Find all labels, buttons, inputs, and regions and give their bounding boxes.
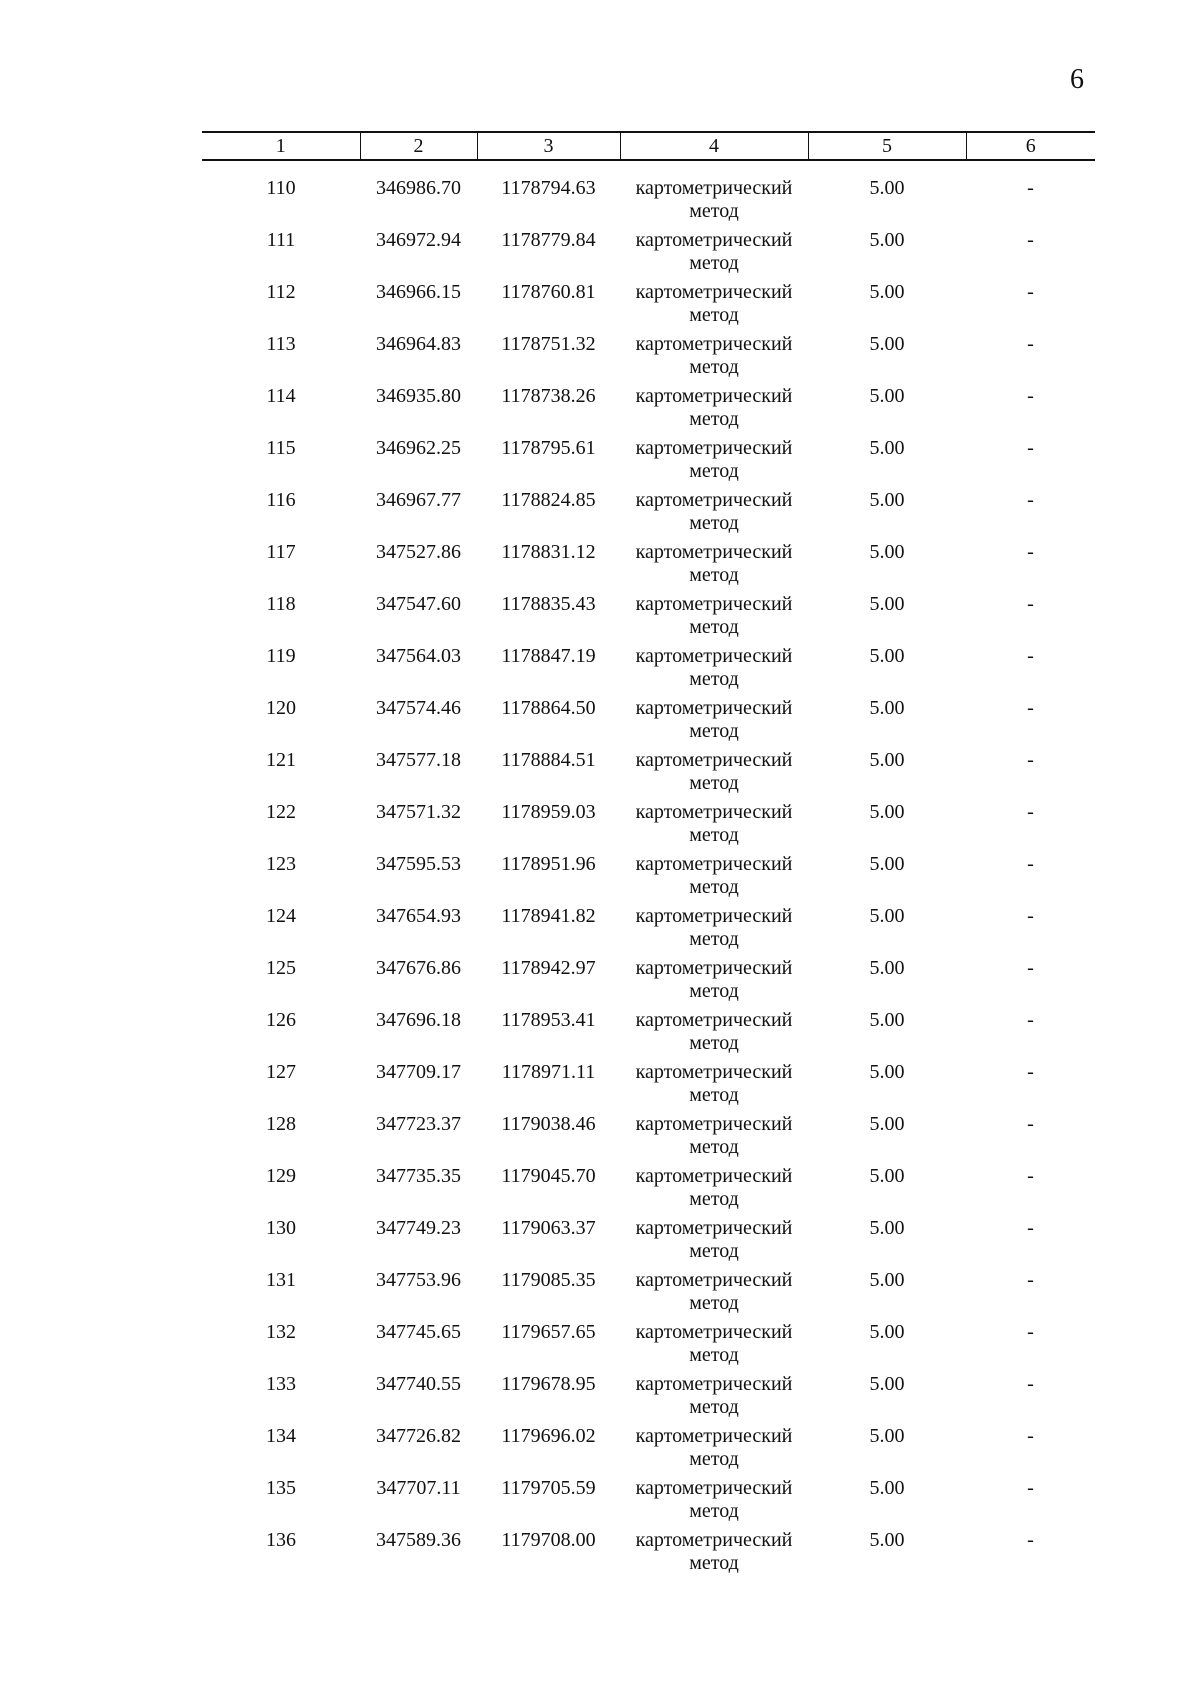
method-line-1: картометрический xyxy=(635,697,793,719)
accuracy-cell: 5.00 xyxy=(869,905,905,927)
coord-x-cell: 347577.18 xyxy=(376,749,461,771)
method-line-2: метод xyxy=(689,1032,739,1054)
coord-y-cell: 1178831.12 xyxy=(501,541,596,563)
point-number-cell: 135 xyxy=(266,1477,296,1499)
table-row xyxy=(202,229,1095,281)
table-row xyxy=(202,1321,1095,1373)
table-row xyxy=(202,1217,1095,1269)
accuracy-cell: 5.00 xyxy=(869,1529,905,1551)
note-cell: - xyxy=(1027,1009,1034,1031)
method-cell xyxy=(620,1321,808,1373)
note-cell: - xyxy=(1027,281,1034,303)
header-col-5: 5 xyxy=(808,132,966,160)
method-line-1: картометрический xyxy=(635,1217,793,1239)
accuracy-cell: 5.00 xyxy=(869,1477,905,1499)
method-line-1: картометрический xyxy=(635,1165,793,1187)
method-line-1: картометрический xyxy=(635,957,793,979)
method-line-2: метод xyxy=(689,252,739,274)
method-line-1: картометрический xyxy=(635,645,793,667)
table-header-row xyxy=(202,132,1095,160)
coord-y-cell: 1179657.65 xyxy=(501,1321,596,1343)
note-cell: - xyxy=(1027,593,1034,615)
method-cell xyxy=(620,437,808,489)
point-number-cell: 114 xyxy=(266,385,296,407)
method-cell xyxy=(620,801,808,853)
table-row xyxy=(202,1165,1095,1217)
table-row xyxy=(202,1061,1095,1113)
coord-x-cell: 347709.17 xyxy=(376,1061,461,1083)
method-line-2: метод xyxy=(689,1136,739,1158)
method-line-2: метод xyxy=(689,772,739,794)
point-number-cell: 116 xyxy=(266,489,296,511)
point-number-cell: 120 xyxy=(266,697,296,719)
table-row xyxy=(202,541,1095,593)
method-line-1: картометрический xyxy=(635,1061,793,1083)
method-line-2: метод xyxy=(689,408,739,430)
coord-y-cell: 1178794.63 xyxy=(501,177,596,199)
coord-y-cell: 1178941.82 xyxy=(501,905,596,927)
coord-x-cell: 347749.23 xyxy=(376,1217,461,1239)
method-line-1: картометрический xyxy=(635,489,793,511)
method-line-1: картометрический xyxy=(635,1373,793,1395)
coord-y-cell: 1179696.02 xyxy=(501,1425,596,1447)
coord-y-cell: 1178751.32 xyxy=(501,333,596,355)
point-number-cell: 128 xyxy=(266,1113,296,1135)
point-number-cell: 110 xyxy=(266,177,296,199)
coord-x-cell: 346962.25 xyxy=(376,437,461,459)
point-number-cell: 133 xyxy=(266,1373,296,1395)
note-cell: - xyxy=(1027,541,1034,563)
table-row xyxy=(202,385,1095,437)
point-number-cell: 132 xyxy=(266,1321,296,1343)
coord-x-cell: 347696.18 xyxy=(376,1009,461,1031)
table-row xyxy=(202,1113,1095,1165)
point-number-cell: 115 xyxy=(266,437,296,459)
accuracy-cell: 5.00 xyxy=(869,1321,905,1343)
table-row xyxy=(202,1425,1095,1477)
coord-x-cell: 346935.80 xyxy=(376,385,461,407)
point-number-cell: 134 xyxy=(266,1425,296,1447)
coord-x-cell: 346986.70 xyxy=(376,177,461,199)
accuracy-cell: 5.00 xyxy=(869,1061,905,1083)
table-row xyxy=(202,957,1095,1009)
point-number-cell: 111 xyxy=(266,229,296,251)
method-line-2: метод xyxy=(689,1500,739,1522)
coord-y-cell: 1179045.70 xyxy=(501,1165,596,1187)
accuracy-cell: 5.00 xyxy=(869,645,905,667)
method-cell xyxy=(620,160,808,229)
table-row xyxy=(202,853,1095,905)
method-line-2: метод xyxy=(689,876,739,898)
note-cell: - xyxy=(1027,1477,1034,1499)
method-line-2: метод xyxy=(689,1240,739,1262)
accuracy-cell: 5.00 xyxy=(869,593,905,615)
coord-y-cell: 1178835.43 xyxy=(501,593,596,615)
note-cell: - xyxy=(1027,1217,1034,1239)
method-line-2: метод xyxy=(689,1084,739,1106)
coord-x-cell: 347726.82 xyxy=(376,1425,461,1447)
point-number-cell: 125 xyxy=(266,957,296,979)
coord-x-cell: 347595.53 xyxy=(376,853,461,875)
note-cell: - xyxy=(1027,905,1034,927)
note-cell: - xyxy=(1027,853,1034,875)
method-line-2: метод xyxy=(689,616,739,638)
method-cell xyxy=(620,1165,808,1217)
point-number-cell: 118 xyxy=(266,593,296,615)
note-cell: - xyxy=(1027,1269,1034,1291)
method-cell xyxy=(620,1113,808,1165)
method-line-1: картометрический xyxy=(635,229,793,251)
coord-y-cell: 1179063.37 xyxy=(501,1217,596,1239)
method-line-2: метод xyxy=(689,1552,739,1574)
note-cell: - xyxy=(1027,801,1034,823)
method-cell xyxy=(620,281,808,333)
method-cell xyxy=(620,229,808,281)
method-line-2: метод xyxy=(689,564,739,586)
method-line-2: метод xyxy=(689,824,739,846)
point-number-cell: 129 xyxy=(266,1165,296,1187)
table-row xyxy=(202,489,1095,541)
accuracy-cell: 5.00 xyxy=(869,229,905,251)
point-number-cell: 123 xyxy=(266,853,296,875)
method-line-2: метод xyxy=(689,512,739,534)
note-cell: - xyxy=(1027,1425,1034,1447)
method-line-1: картометрический xyxy=(635,1113,793,1135)
coord-x-cell: 347723.37 xyxy=(376,1113,461,1135)
method-cell xyxy=(620,1529,808,1581)
method-line-2: метод xyxy=(689,1448,739,1470)
method-cell xyxy=(620,749,808,801)
point-number-cell: 127 xyxy=(266,1061,296,1083)
point-number-cell: 112 xyxy=(266,281,296,303)
method-line-2: метод xyxy=(689,1292,739,1314)
table-row xyxy=(202,1529,1095,1581)
coord-x-cell: 347571.32 xyxy=(376,801,461,823)
method-line-1: картометрический xyxy=(635,905,793,927)
method-line-2: метод xyxy=(689,720,739,742)
method-cell xyxy=(620,1477,808,1529)
coord-y-cell: 1178951.96 xyxy=(501,853,596,875)
accuracy-cell: 5.00 xyxy=(869,1113,905,1135)
note-cell: - xyxy=(1027,1061,1034,1083)
point-number-cell: 136 xyxy=(266,1529,296,1551)
method-line-2: метод xyxy=(689,304,739,326)
method-line-2: метод xyxy=(689,200,739,222)
note-cell: - xyxy=(1027,229,1034,251)
table-body xyxy=(202,160,1095,1581)
coord-x-cell: 347564.03 xyxy=(376,645,461,667)
accuracy-cell: 5.00 xyxy=(869,1009,905,1031)
method-line-1: картометрический xyxy=(635,1269,793,1291)
accuracy-cell: 5.00 xyxy=(869,333,905,355)
accuracy-cell: 5.00 xyxy=(869,541,905,563)
point-number-cell: 131 xyxy=(266,1269,296,1291)
method-cell xyxy=(620,697,808,749)
coord-x-cell: 347676.86 xyxy=(376,957,461,979)
coord-x-cell: 347735.35 xyxy=(376,1165,461,1187)
method-line-2: метод xyxy=(689,1396,739,1418)
point-number-cell: 121 xyxy=(266,749,296,771)
note-cell: - xyxy=(1027,177,1034,199)
note-cell: - xyxy=(1027,1113,1034,1135)
method-cell xyxy=(620,541,808,593)
method-cell xyxy=(620,853,808,905)
method-cell xyxy=(620,645,808,697)
method-cell xyxy=(620,1217,808,1269)
table-row xyxy=(202,333,1095,385)
note-cell: - xyxy=(1027,697,1034,719)
table-row xyxy=(202,1009,1095,1061)
method-line-2: метод xyxy=(689,356,739,378)
page-number: 6 xyxy=(1070,64,1084,95)
accuracy-cell: 5.00 xyxy=(869,1425,905,1447)
note-cell: - xyxy=(1027,333,1034,355)
table-row xyxy=(202,645,1095,697)
point-number-cell: 130 xyxy=(266,1217,296,1239)
method-line-1: картометрический xyxy=(635,541,793,563)
coord-x-cell: 347753.96 xyxy=(376,1269,461,1291)
coord-y-cell: 1178779.84 xyxy=(501,229,596,251)
coord-y-cell: 1178971.11 xyxy=(501,1061,596,1083)
method-line-1: картометрический xyxy=(635,1321,793,1343)
note-cell: - xyxy=(1027,1321,1034,1343)
coord-x-cell: 347574.46 xyxy=(376,697,461,719)
method-line-1: картометрический xyxy=(635,1529,793,1551)
table-row xyxy=(202,801,1095,853)
method-cell xyxy=(620,489,808,541)
coord-y-cell: 1178953.41 xyxy=(501,1009,596,1031)
method-line-2: метод xyxy=(689,1188,739,1210)
accuracy-cell: 5.00 xyxy=(869,957,905,979)
method-line-1: картометрический xyxy=(635,437,793,459)
coord-y-cell: 1178959.03 xyxy=(501,801,596,823)
method-line-2: метод xyxy=(689,1344,739,1366)
method-cell xyxy=(620,957,808,1009)
coord-y-cell: 1178760.81 xyxy=(501,281,596,303)
table-row xyxy=(202,160,1095,229)
coord-x-cell: 347740.55 xyxy=(376,1373,461,1395)
coord-y-cell: 1178824.85 xyxy=(501,489,596,511)
method-cell xyxy=(620,593,808,645)
coord-y-cell: 1178738.26 xyxy=(501,385,596,407)
coord-x-cell: 347527.86 xyxy=(376,541,461,563)
method-line-1: картометрический xyxy=(635,385,793,407)
method-line-2: метод xyxy=(689,460,739,482)
coord-y-cell: 1178847.19 xyxy=(501,645,596,667)
note-cell: - xyxy=(1027,1529,1034,1551)
coord-y-cell: 1178864.50 xyxy=(501,697,596,719)
accuracy-cell: 5.00 xyxy=(869,489,905,511)
note-cell: - xyxy=(1027,1373,1034,1395)
note-cell: - xyxy=(1027,749,1034,771)
accuracy-cell: 5.00 xyxy=(869,1217,905,1239)
point-number-cell: 124 xyxy=(266,905,296,927)
accuracy-cell: 5.00 xyxy=(869,437,905,459)
coord-y-cell: 1178795.61 xyxy=(501,437,596,459)
point-number-cell: 119 xyxy=(266,645,296,667)
coord-x-cell: 347707.11 xyxy=(376,1477,461,1499)
accuracy-cell: 5.00 xyxy=(869,1269,905,1291)
coord-y-cell: 1179038.46 xyxy=(501,1113,596,1135)
method-line-2: метод xyxy=(689,980,739,1002)
coord-x-cell: 347547.60 xyxy=(376,593,461,615)
table-row xyxy=(202,593,1095,645)
method-cell xyxy=(620,1425,808,1477)
header-col-1: 1 xyxy=(202,132,360,160)
point-number-cell: 122 xyxy=(266,801,296,823)
accuracy-cell: 5.00 xyxy=(869,281,905,303)
note-cell: - xyxy=(1027,645,1034,667)
accuracy-cell: 5.00 xyxy=(869,385,905,407)
method-line-1: картометрический xyxy=(635,1425,793,1447)
table-row xyxy=(202,697,1095,749)
method-line-1: картометрический xyxy=(635,281,793,303)
accuracy-cell: 5.00 xyxy=(869,177,905,199)
method-line-1: картометрический xyxy=(635,801,793,823)
table-row xyxy=(202,437,1095,489)
method-line-1: картометрический xyxy=(635,593,793,615)
note-cell: - xyxy=(1027,385,1034,407)
point-number-cell: 126 xyxy=(266,1009,296,1031)
accuracy-cell: 5.00 xyxy=(869,749,905,771)
coord-x-cell: 346964.83 xyxy=(376,333,461,355)
method-line-1: картометрический xyxy=(635,333,793,355)
table-row xyxy=(202,1269,1095,1321)
method-line-1: картометрический xyxy=(635,177,793,199)
coord-y-cell: 1179705.59 xyxy=(501,1477,596,1499)
point-number-cell: 117 xyxy=(266,541,296,563)
coord-y-cell: 1179678.95 xyxy=(501,1373,596,1395)
note-cell: - xyxy=(1027,437,1034,459)
header-col-4: 4 xyxy=(620,132,808,160)
method-line-1: картометрический xyxy=(635,749,793,771)
coord-y-cell: 1179708.00 xyxy=(501,1529,596,1551)
accuracy-cell: 5.00 xyxy=(869,697,905,719)
table-row xyxy=(202,749,1095,801)
method-line-2: метод xyxy=(689,928,739,950)
accuracy-cell: 5.00 xyxy=(869,1165,905,1187)
header-col-2: 2 xyxy=(360,132,477,160)
header-col-6: 6 xyxy=(966,132,1095,160)
method-line-2: метод xyxy=(689,668,739,690)
coord-x-cell: 347589.36 xyxy=(376,1529,461,1551)
coord-y-cell: 1178942.97 xyxy=(501,957,596,979)
coord-x-cell: 347745.65 xyxy=(376,1321,461,1343)
coord-x-cell: 346972.94 xyxy=(376,229,461,251)
method-line-1: картометрический xyxy=(635,1477,793,1499)
method-line-1: картометрический xyxy=(635,1009,793,1031)
note-cell: - xyxy=(1027,1165,1034,1187)
coordinates-table xyxy=(202,131,1095,1581)
table-row xyxy=(202,281,1095,333)
coord-y-cell: 1179085.35 xyxy=(501,1269,596,1291)
table-row xyxy=(202,905,1095,957)
method-cell xyxy=(620,385,808,437)
note-cell: - xyxy=(1027,489,1034,511)
accuracy-cell: 5.00 xyxy=(869,801,905,823)
method-cell xyxy=(620,905,808,957)
coord-x-cell: 347654.93 xyxy=(376,905,461,927)
note-cell: - xyxy=(1027,957,1034,979)
method-cell xyxy=(620,1269,808,1321)
table-row xyxy=(202,1373,1095,1425)
coord-x-cell: 346967.77 xyxy=(376,489,461,511)
accuracy-cell: 5.00 xyxy=(869,853,905,875)
method-cell xyxy=(620,333,808,385)
method-line-1: картометрический xyxy=(635,853,793,875)
table-row xyxy=(202,1477,1095,1529)
point-number-cell: 113 xyxy=(266,333,296,355)
accuracy-cell: 5.00 xyxy=(869,1373,905,1395)
method-cell xyxy=(620,1009,808,1061)
coord-x-cell: 346966.15 xyxy=(376,281,461,303)
coord-y-cell: 1178884.51 xyxy=(501,749,596,771)
method-cell xyxy=(620,1061,808,1113)
header-col-3: 3 xyxy=(477,132,620,160)
method-cell xyxy=(620,1373,808,1425)
